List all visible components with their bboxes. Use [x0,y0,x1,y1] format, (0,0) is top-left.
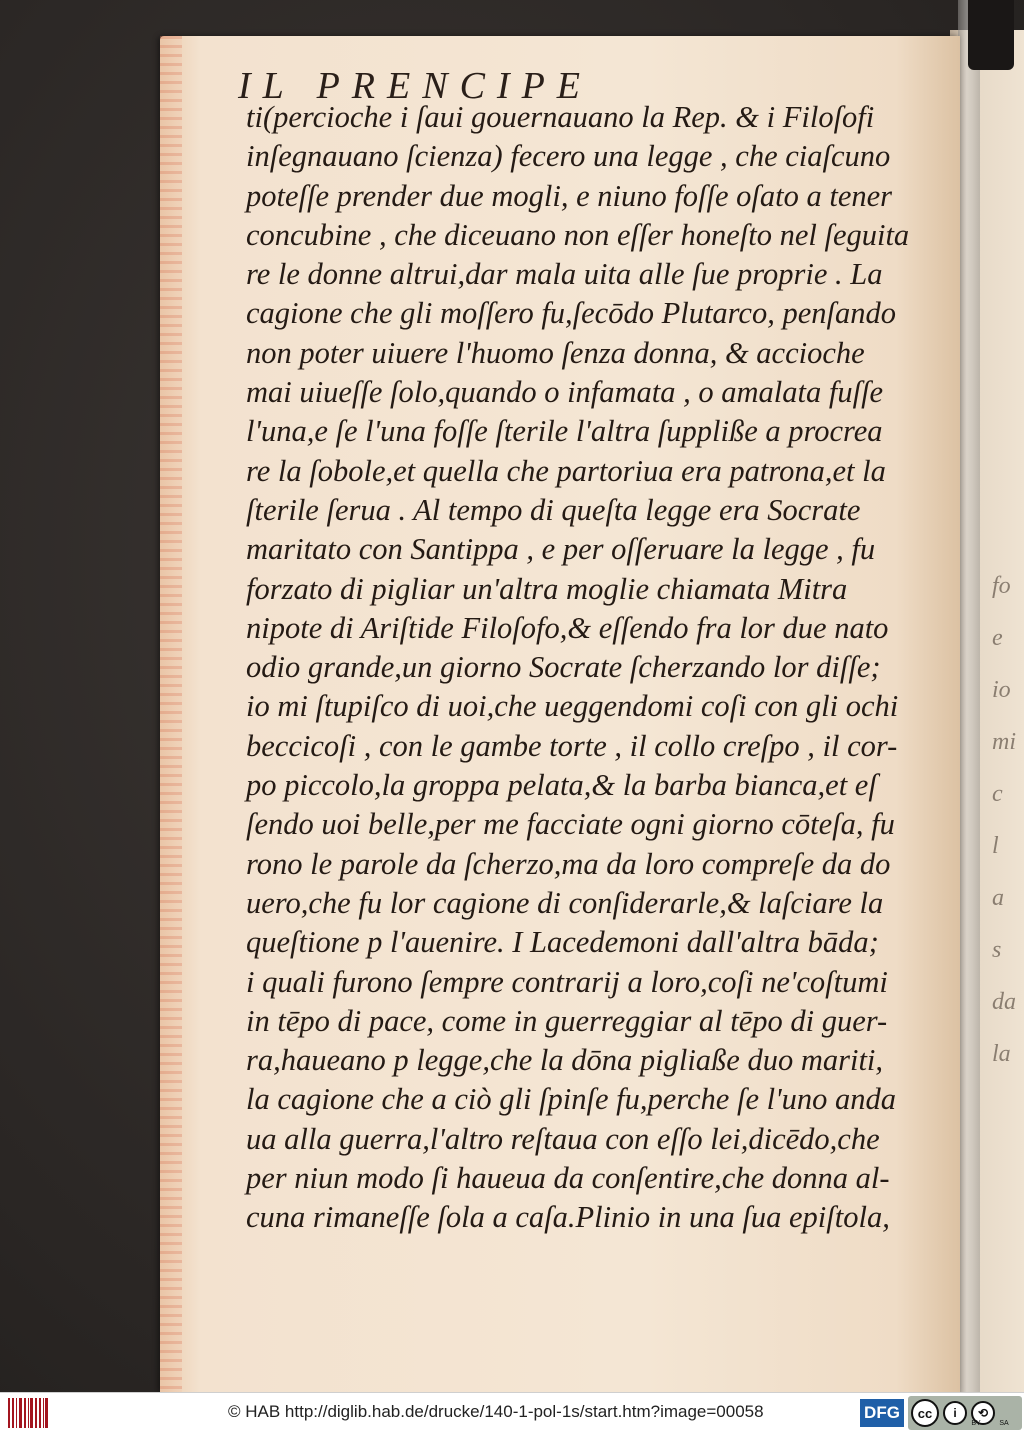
text-line: i quali furono ſempre contrarij a loro,coſi ne'coſtumi [246,964,888,999]
text-line: cuna rimaneſſe ſola a caſa.Plinio in una ſua epiſtola, [246,1200,890,1235]
license-sa-label: SA [999,1420,1009,1427]
text-line: per niun modo ſi haueua da conſentire,che donna al- [246,1161,890,1196]
text-line: rono le parole da ſcherzo,ma da loro compreſe da do [246,846,891,881]
text-line: inſegnauano ſcienza) fecero una legge , che ciaſcuno [246,139,891,174]
text-line: beccicoſi , con le gambe torte , il collo creſpo , il cor- [246,728,898,763]
cc-icon: cc [911,1399,939,1427]
text-line: non poter uiuere l'huomo ſenza donna, & accioche [246,335,865,370]
page-body-text [246,98,946,1238]
text-line: maritato con Santippa , e per oſſeruare la legge , fu [246,532,876,567]
hab-logo-icon[interactable] [8,1398,48,1428]
attribution-icon: i [943,1401,967,1425]
text-line: ſterile ſerua . Al tempo di queſta legge era Socrate [246,492,861,527]
text-line: uero,che fu lor cagione di conſiderarle,& laſciare la [246,885,884,920]
text-line: re le donne altrui,dar mala uita alle ſue proprie . La [246,257,883,292]
text-line: poteſſe prender due mogli, e niuno foſſe oſato a tener [246,178,893,213]
text-line: ti(percioche i ſaui gouernauano la Rep. & i Filoſofi [246,100,875,134]
license-labels [962,1420,1018,1427]
text-line: mai uiueſſe ſolo,quando o infamata , o amalata fuſſe [246,375,884,410]
text-line: ra,haueano p legge,che la dōna pigliaße duo mariti, [246,1043,884,1078]
text-line: l'una,e ſe l'una foſſe ſterile l'altra ſuppliße a procrea [246,414,883,449]
viewer-footer [0,1392,1024,1433]
text-line: ſendo uoi belle,per me facciate ogni giorno cōteſa, fu [246,807,895,842]
text-line: odio grande,un giorno Socrate ſcherzando lor diſſe; [246,650,881,685]
dfg-logo[interactable]: DFG [860,1399,904,1427]
citation-link[interactable]: © HAB http://diglib.hab.de/drucke/140-1-pol-1s/start.htm?image=00058 [228,1402,764,1421]
text-line: nipote di Ariſtide Filoſofo,& eſſendo fra lor due nato [246,610,889,645]
text-line: la cagione che a ciò gli ſpinſe fu,perche ſe l'uno anda [246,1082,896,1117]
page-edge [160,36,182,1392]
text-line: queſtione p l'auenire. I Lacedemoni dall'altra bāda; [246,925,879,960]
share-alike-icon: ⟲ [971,1401,995,1425]
text-line: ua alla guerra,l'altro reſtaua con eſſo lei,dicēdo,che [246,1121,880,1156]
page-holder-clip [968,0,1014,70]
license-by-label: BY [971,1420,981,1427]
text-line: cagione che gli moſſero fu,ſecōdo Plutarco, penſando [246,296,896,331]
text-line: po piccolo,la groppa pelata,& la barba bianca,et eſ [246,768,877,803]
text-line: re la ſobole,et quella che partoriua era patrona,et la [246,453,886,488]
running-head: IL PRENCIPE [237,65,592,107]
text-line: in tēpo di pace, come in guerreggiar al tēpo di guer- [246,1003,888,1038]
page-holder-strip [958,0,980,1392]
text-line: concubine , che diceuano non eſſer honeſto nel ſeguita [246,217,910,252]
text-line: io mi ſtupiſco di uoi,che ueggendomi coſi con gli ochi [246,689,899,724]
text-line: forzato di pigliar un'altra moglie chiamata Mitra [246,571,848,606]
facing-page-text: fo e io mi c l a s da la [992,573,1016,1067]
